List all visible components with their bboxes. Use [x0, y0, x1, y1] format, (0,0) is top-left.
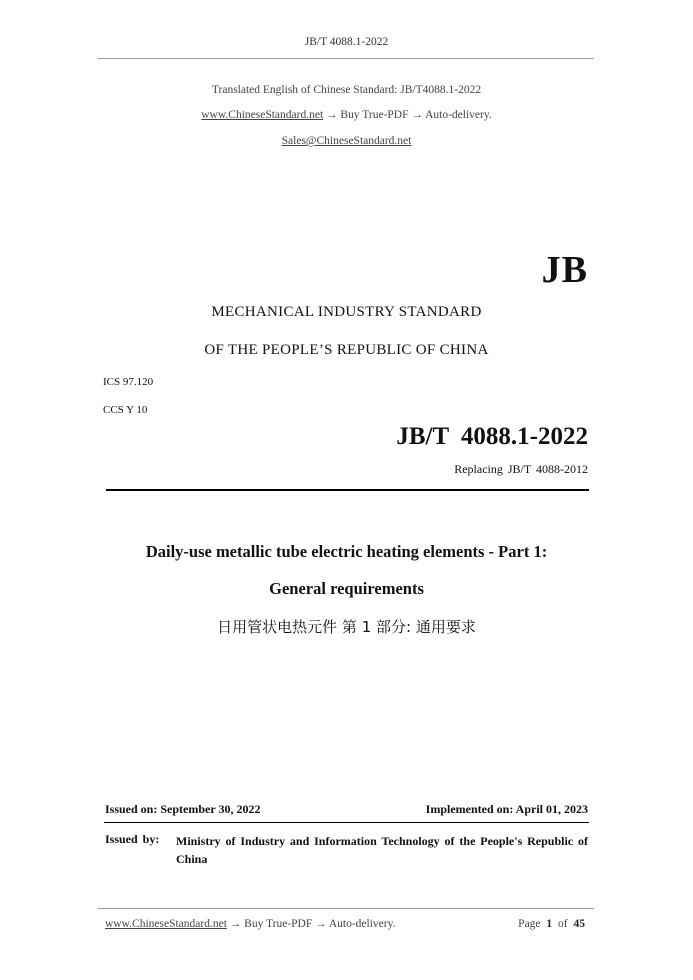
- site-link[interactable]: www.ChineseStandard.net: [201, 109, 324, 121]
- purchase-notice: [0, 109, 693, 121]
- translation-notice: Translated English of Chinese Standard: JB/T4088.1-2022: [211, 84, 482, 96]
- email-link[interactable]: Sales@ChineseStandard.net: [281, 135, 412, 147]
- title-divider: [106, 489, 589, 491]
- footer-notice: [105, 918, 395, 930]
- standard-category-line1: MECHANICAL INDUSTRY STANDARD: [211, 304, 482, 320]
- document-title-line2: General requirements: [269, 579, 424, 598]
- document-title-line1: Daily-use metallic tube electric heating elements - Part 1:: [145, 542, 548, 561]
- running-header: JB/T 4088.1-2022: [304, 36, 389, 48]
- replacing-note: Replacing JB/T 4088-2012: [454, 462, 588, 476]
- header-divider: [98, 58, 594, 59]
- document-number: JB/T 4088.1-2022: [396, 423, 588, 450]
- issuer-divider: [104, 822, 589, 823]
- page-total: 45: [573, 918, 585, 930]
- page-current: 1: [546, 918, 553, 930]
- standard-category-line2: OF THE PEOPLE’S REPUBLIC OF CHINA: [204, 342, 489, 358]
- footer-site-link[interactable]: www.ChineseStandard.net: [105, 918, 227, 930]
- ics-code: ICS 97.120: [103, 376, 154, 388]
- page-label: Page: [518, 918, 541, 930]
- implemented-on-date: Implemented on: April 01, 2023: [425, 802, 588, 816]
- footer-notice-text: → Buy True-PDF → Auto-delivery.: [226, 918, 396, 930]
- jb-logo: JB: [541, 249, 588, 291]
- page-indicator: [518, 918, 585, 930]
- page-of: of: [558, 918, 568, 930]
- issued-on-date: Issued on: September 30, 2022: [105, 802, 261, 816]
- ccs-code: CCS Y 10: [103, 404, 148, 416]
- document-title-chinese: 日用管状电热元件 第 1 部分: 通用要求: [217, 618, 476, 636]
- footer-divider: [98, 908, 594, 909]
- issued-by-label: Issued by:: [105, 832, 160, 846]
- purchase-notice-text: → Buy True-PDF → Auto-delivery.: [323, 109, 492, 121]
- email-line: [0, 135, 693, 147]
- issuing-authority: Ministry of Industry and Information Technology of the People's Republic of China: [176, 834, 588, 866]
